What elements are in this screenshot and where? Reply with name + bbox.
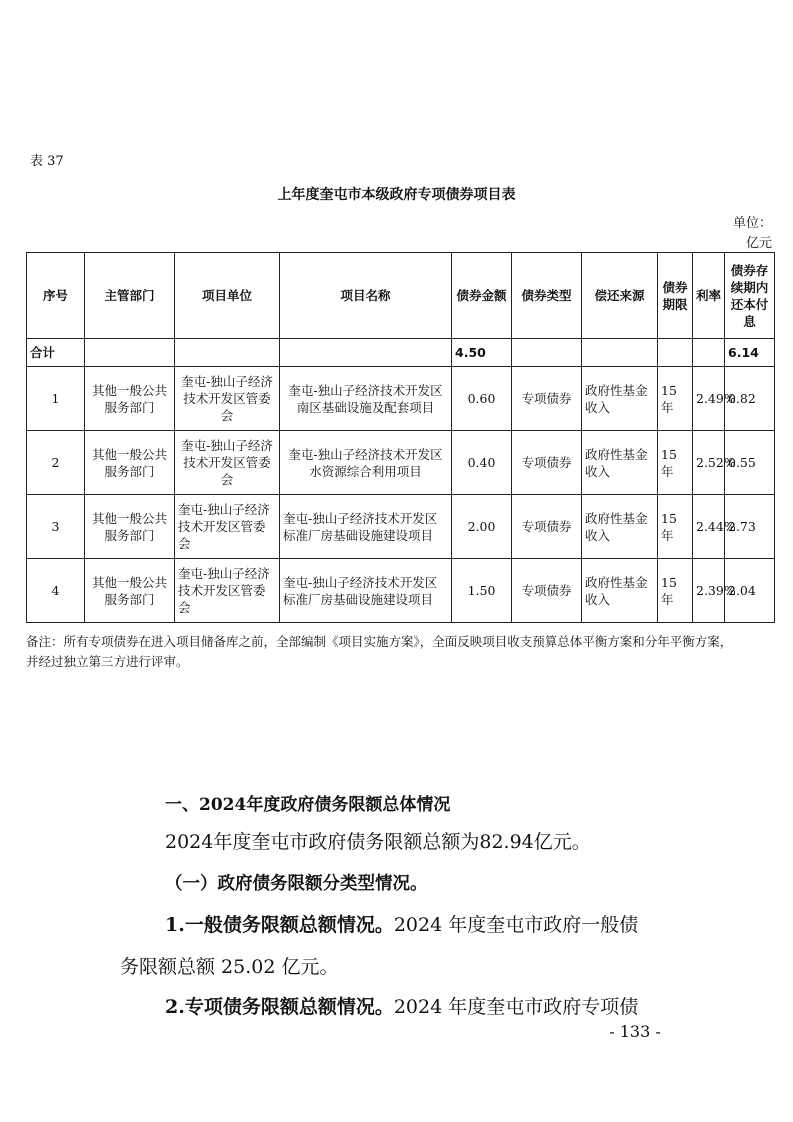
- page-number: - 133 -: [609, 1022, 661, 1041]
- cell-amount: 0.60: [452, 367, 512, 431]
- cell-unit: 奎屯-独山子经济技术开发区管委会: [175, 367, 280, 431]
- cell-rate: 2.39%: [693, 559, 725, 623]
- cell-no: 3: [27, 495, 85, 559]
- cell-repayment: 0.55: [725, 431, 775, 495]
- header-no: 序号: [27, 253, 85, 339]
- header-repay-line3: 还本付: [730, 296, 769, 312]
- header-term: [658, 253, 693, 339]
- cell-repayment: 2.73: [725, 495, 775, 559]
- header-term-line2: 期限: [662, 296, 688, 312]
- cell-rate: 2.52%: [693, 431, 725, 495]
- total-row: [27, 339, 775, 367]
- cell-unit: 奎屯-独山子经济技术开发区管委会: [175, 559, 280, 623]
- cell-term: 15 年: [658, 367, 693, 431]
- cell-term: 15 年: [658, 431, 693, 495]
- cell-project: 奎屯-独山子经济技术开发区水资源综合利用项目: [280, 431, 452, 495]
- table-row: [27, 495, 775, 559]
- cell-source: 政府性基金收入: [582, 495, 658, 559]
- cell-source: 政府性基金收入: [582, 559, 658, 623]
- total-amount: 4.50: [452, 339, 512, 367]
- cell-type: 专项债券: [512, 367, 582, 431]
- cell-project: 奎屯-独山子经济技术开发区南区基础设施及配套项目: [280, 367, 452, 431]
- header-source: 偿还来源: [582, 253, 658, 339]
- header-dept: 主管部门: [85, 253, 175, 339]
- cell-dept: 其他一般公共服务部门: [85, 495, 175, 559]
- cell-type: 专项债券: [512, 431, 582, 495]
- header-repay-line2: 续期内: [730, 279, 769, 295]
- header-repay-line1: 债券存: [730, 262, 769, 278]
- total-empty-cell: [582, 339, 658, 367]
- table-note-line1: 备注：所有专项债券在进入项目储备库之前，全部编制《项目实施方案》，全面反映项目收支预算总体平衡方案和分年平衡方案，: [26, 634, 733, 649]
- table-label: 表 37: [30, 154, 64, 169]
- cell-source: 政府性基金收入: [582, 367, 658, 431]
- section-paragraph: 2024年度奎屯市政府债务限额总额为82.94亿元。: [165, 831, 591, 853]
- cell-amount: 0.40: [452, 431, 512, 495]
- table-note-line2: 并经过独立第三方进行评审。: [26, 654, 189, 669]
- total-empty-cell: [175, 339, 280, 367]
- cell-project: 奎屯-独山子经济技术开发区标准厂房基础设施建设项目: [280, 559, 452, 623]
- item1-line2: 务限额总额 25.02 亿元。: [120, 956, 339, 978]
- header-amount: 债券金额: [452, 253, 512, 339]
- item2-bold: 2.专项债务限额总额情况。: [165, 996, 394, 1018]
- item1-text: 2024 年度奎屯市政府一般债: [393, 914, 639, 936]
- cell-amount: 1.50: [452, 559, 512, 623]
- header-project: 项目名称: [280, 253, 452, 339]
- item1-bold: 1.一般债务限额总额情况。: [165, 914, 394, 936]
- unit-value: 亿元: [745, 236, 772, 251]
- total-empty-cell: [85, 339, 175, 367]
- item2-text: 2024 年度奎屯市政府专项债: [393, 996, 639, 1018]
- header-repay-line4: 息: [743, 313, 756, 329]
- total-empty-cell: [512, 339, 582, 367]
- table-row: [27, 431, 775, 495]
- item1-line1: [165, 910, 638, 937]
- cell-no: 2: [27, 431, 85, 495]
- cell-amount: 2.00: [452, 495, 512, 559]
- bond-projects-table: [26, 252, 775, 623]
- unit-label: 单位：: [732, 216, 772, 231]
- cell-rate: 2.49%: [693, 367, 725, 431]
- table-row: [27, 367, 775, 431]
- cell-repayment: 2.04: [725, 559, 775, 623]
- cell-unit: 奎屯-独山子经济技术开发区管委会: [175, 495, 280, 559]
- section-heading: 一、2024年度政府债务限额总体情况: [165, 795, 451, 815]
- total-empty-cell: [658, 339, 693, 367]
- cell-rate: 2.44%: [693, 495, 725, 559]
- cell-dept: 其他一般公共服务部门: [85, 367, 175, 431]
- total-label: 合计: [27, 339, 85, 367]
- cell-dept: 其他一般公共服务部门: [85, 431, 175, 495]
- cell-repayment: 0.82: [725, 367, 775, 431]
- sub-heading: （一）政府债务限额分类型情况。: [165, 874, 428, 894]
- cell-type: 专项债券: [512, 495, 582, 559]
- cell-no: 4: [27, 559, 85, 623]
- header-unit: 项目单位: [175, 253, 280, 339]
- total-repayment: 6.14: [725, 339, 775, 367]
- cell-type: 专项债券: [512, 559, 582, 623]
- cell-dept: 其他一般公共服务部门: [85, 559, 175, 623]
- header-repayment: [725, 253, 775, 339]
- cell-project: 奎屯-独山子经济技术开发区标准厂房基础设施建设项目: [280, 495, 452, 559]
- header-type: 债券类型: [512, 253, 582, 339]
- table-row: [27, 559, 775, 623]
- header-rate: 利率: [693, 253, 725, 339]
- cell-unit: 奎屯-独山子经济技术开发区管委会: [175, 431, 280, 495]
- header-term-line1: 债券: [662, 279, 688, 295]
- total-empty-cell: [693, 339, 725, 367]
- total-empty-cell: [280, 339, 452, 367]
- table-title: 上年度奎屯市本级政府专项债券项目表: [277, 187, 516, 203]
- item2-line1: [165, 992, 638, 1019]
- cell-term: 15 年: [658, 559, 693, 623]
- cell-term: 15 年: [658, 495, 693, 559]
- table-header-row: [27, 253, 775, 339]
- cell-no: 1: [27, 367, 85, 431]
- cell-source: 政府性基金收入: [582, 431, 658, 495]
